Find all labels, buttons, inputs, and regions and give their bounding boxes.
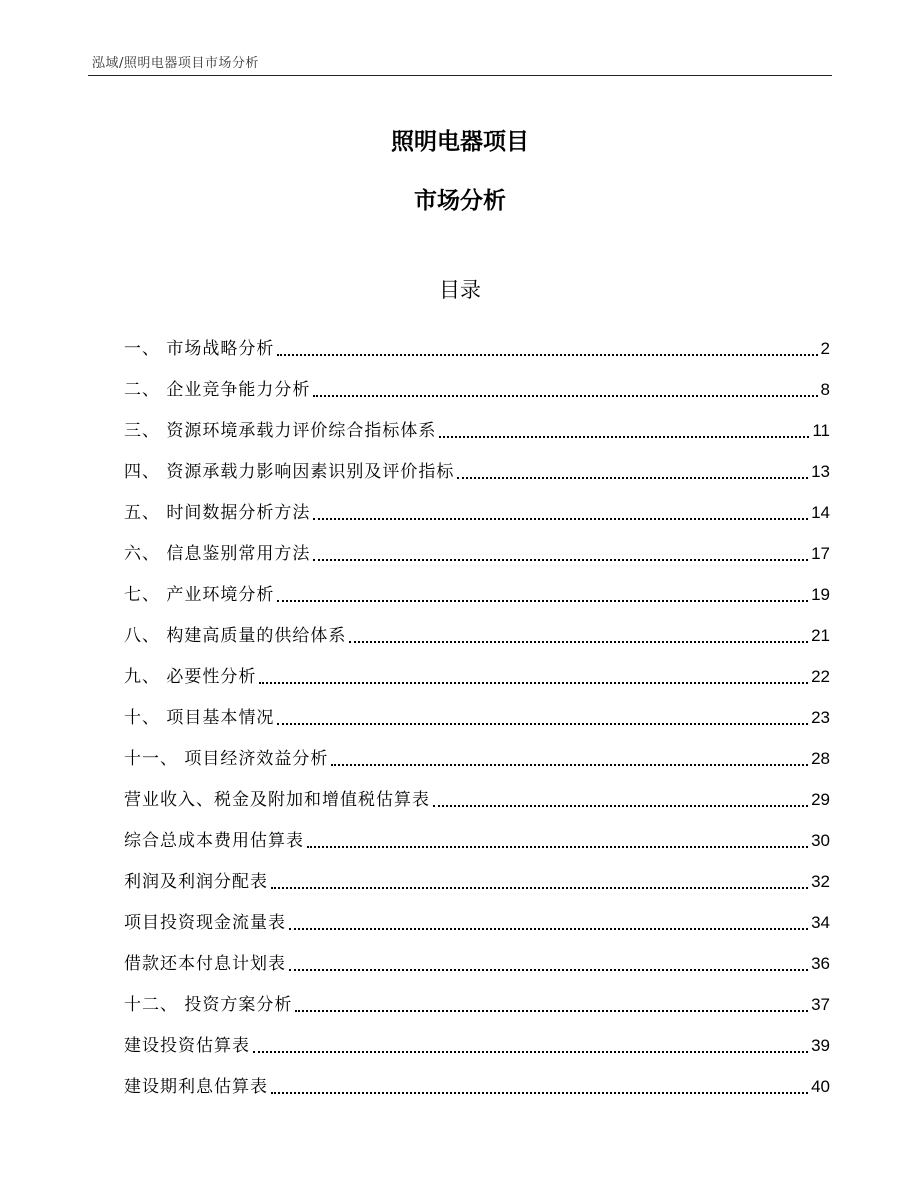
toc-entry-title: 借款还本付息计划表 xyxy=(124,954,286,974)
toc-entry[interactable] xyxy=(124,609,830,650)
toc-entry-title: 七、 产业环境分析 xyxy=(124,585,275,605)
toc-entry-page: 29 xyxy=(811,790,830,809)
toc-dot-leader xyxy=(439,436,809,438)
toc-entry-title: 三、 资源环境承载力评价综合指标体系 xyxy=(124,421,437,441)
toc-dot-leader xyxy=(253,1051,808,1053)
toc-entry-title: 十、 项目基本情况 xyxy=(124,708,275,728)
toc-entry[interactable] xyxy=(124,527,830,568)
toc-entry-title: 九、 必要性分析 xyxy=(124,667,257,687)
toc-entry[interactable] xyxy=(124,445,830,486)
toc-entry-page: 19 xyxy=(811,585,830,604)
document-subtitle: 市场分析 xyxy=(414,188,506,214)
toc-dot-leader xyxy=(259,682,808,684)
toc-entry-page: 13 xyxy=(811,462,830,481)
toc-entry[interactable] xyxy=(124,937,830,978)
toc-entry-page: 11 xyxy=(812,421,830,440)
toc-entry[interactable] xyxy=(124,363,830,404)
toc-dot-leader xyxy=(277,354,817,356)
toc-entry-title: 利润及利润分配表 xyxy=(124,872,268,892)
header-divider xyxy=(88,75,832,76)
toc-entry-page: 22 xyxy=(811,667,830,686)
toc-entry-title: 建设投资估算表 xyxy=(124,1036,250,1056)
toc-dot-leader xyxy=(457,477,808,479)
toc-entry-title: 六、 信息鉴别常用方法 xyxy=(124,544,311,564)
toc-entry[interactable] xyxy=(124,691,830,732)
toc-entry-page: 21 xyxy=(811,626,830,645)
toc-entry[interactable] xyxy=(124,1019,830,1060)
toc-entry-title: 二、 企业竞争能力分析 xyxy=(124,380,311,400)
toc-entry[interactable] xyxy=(124,814,830,855)
toc-dot-leader xyxy=(331,764,808,766)
toc-entry-page: 39 xyxy=(811,1036,830,1055)
toc-heading: 目录 xyxy=(439,278,481,302)
toc-entry-page: 23 xyxy=(811,708,830,727)
toc-entry-title: 项目投资现金流量表 xyxy=(124,913,286,933)
toc-entry-page: 8 xyxy=(820,380,830,399)
toc-entry-title: 营业收入、税金及附加和增值税估算表 xyxy=(124,790,430,810)
toc-entry[interactable] xyxy=(124,486,830,527)
toc-entry-title: 十二、 投资方案分析 xyxy=(124,995,293,1015)
toc-entry-title: 十一、 项目经济效益分析 xyxy=(124,749,329,769)
toc-entry[interactable] xyxy=(124,1060,830,1101)
toc-entry[interactable] xyxy=(124,404,830,445)
toc-dot-leader xyxy=(289,969,808,971)
toc-dot-leader xyxy=(289,928,808,930)
toc-dot-leader xyxy=(313,559,808,561)
toc-entry[interactable] xyxy=(124,855,830,896)
toc-entry-page: 36 xyxy=(811,954,830,973)
toc-entry[interactable] xyxy=(124,978,830,1019)
toc-dot-leader xyxy=(271,887,808,889)
toc-entry-page: 28 xyxy=(811,749,830,768)
toc-entry[interactable] xyxy=(124,322,830,363)
toc-entry-page: 2 xyxy=(820,339,830,358)
toc-dot-leader xyxy=(277,723,808,725)
toc-entry[interactable] xyxy=(124,773,830,814)
toc-entry-page: 34 xyxy=(811,913,830,932)
toc-entry-title: 八、 构建高质量的供给体系 xyxy=(124,626,347,646)
toc-dot-leader xyxy=(349,641,808,643)
toc-dot-leader xyxy=(271,1092,808,1094)
toc-entry-page: 37 xyxy=(811,995,830,1014)
toc-dot-leader xyxy=(313,518,808,520)
toc-entry-page: 40 xyxy=(811,1077,830,1096)
document-title: 照明电器项目 xyxy=(391,129,529,155)
toc-dot-leader xyxy=(277,600,808,602)
toc-entry-page: 30 xyxy=(811,831,830,850)
toc-entry-page: 17 xyxy=(811,544,830,563)
toc-entry[interactable] xyxy=(124,650,830,691)
toc-dot-leader xyxy=(307,846,808,848)
toc-entry-title: 综合总成本费用估算表 xyxy=(124,831,304,851)
toc-entry[interactable] xyxy=(124,896,830,937)
toc-entry-page: 14 xyxy=(811,503,830,522)
toc-entry-page: 32 xyxy=(811,872,830,891)
toc-entry-title: 建设期利息估算表 xyxy=(124,1077,268,1097)
toc-entry[interactable] xyxy=(124,732,830,773)
toc-entry-title: 一、 市场战略分析 xyxy=(124,339,275,359)
toc-dot-leader xyxy=(295,1010,808,1012)
running-header: 泓域/照明电器项目市场分析 xyxy=(92,56,259,71)
toc-entry-title: 五、 时间数据分析方法 xyxy=(124,503,311,523)
table-of-contents xyxy=(124,322,830,1101)
toc-dot-leader xyxy=(433,805,808,807)
toc-dot-leader xyxy=(313,395,817,397)
toc-entry-title: 四、 资源承载力影响因素识别及评价指标 xyxy=(124,462,455,482)
toc-entry[interactable] xyxy=(124,568,830,609)
